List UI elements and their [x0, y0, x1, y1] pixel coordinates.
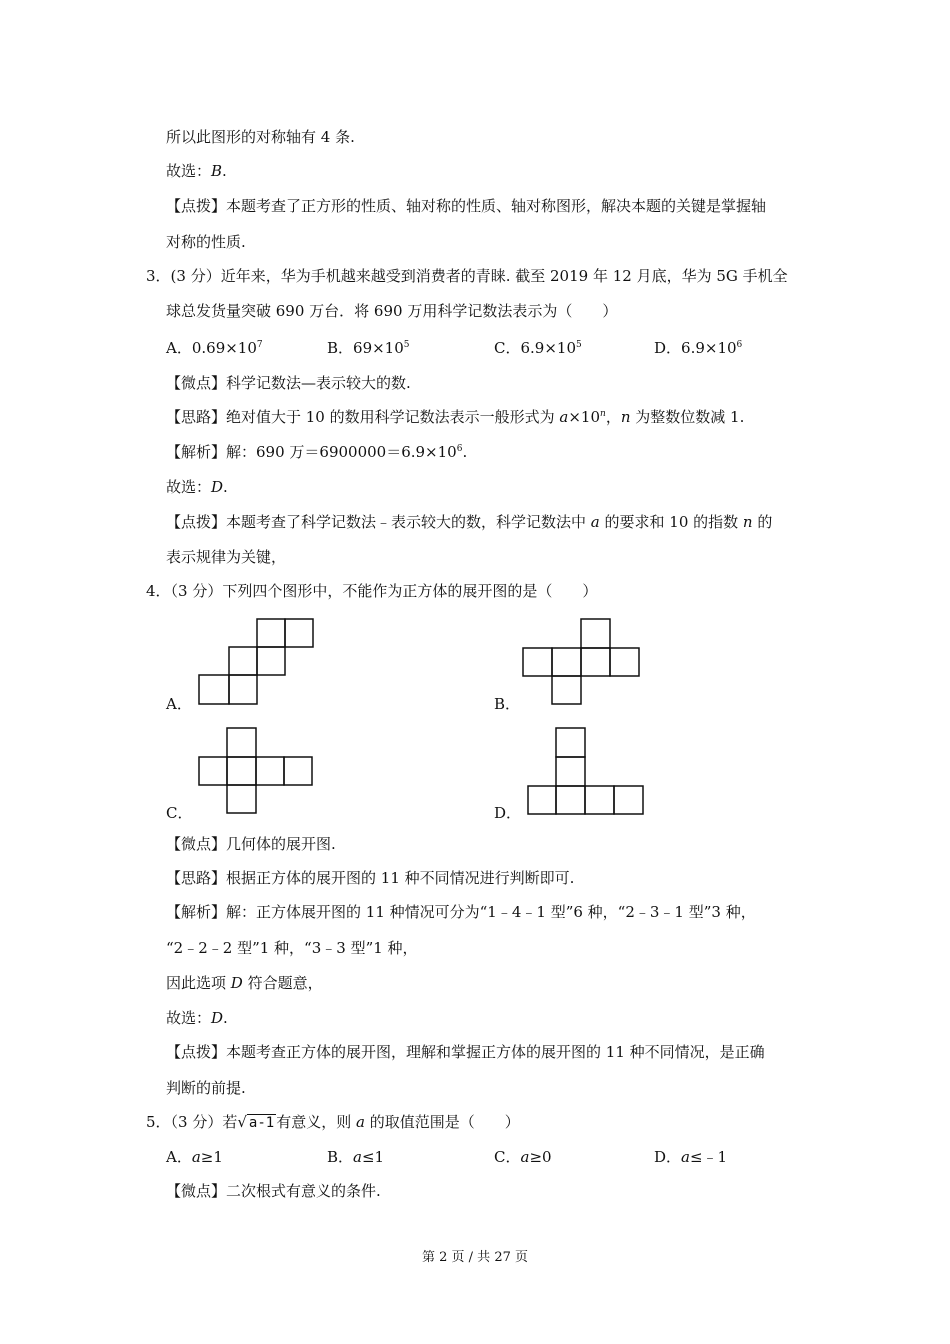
q5-option-d: D．a≤﹣1	[654, 1148, 728, 1166]
q3-option-d: D．$6.9\times 10^6$	[654, 339, 743, 357]
q4-jiexi: 【解析】解：正方体展开图的 11 种情况可分为“1﹣4﹣1 型”6 种，“2﹣3﹣1 型”3 种，	[166, 903, 756, 921]
q4-jiexi-conclusion: 因此选项 D 符合题意，	[166, 974, 323, 992]
q4-label-d: D．	[494, 804, 522, 822]
q3-jiexi: 【解析】解：690 万$=6900000=6.9\times 10^6$.	[166, 443, 468, 461]
q4-net-a	[198, 618, 314, 706]
q4-tip: 【点拨】本题考查正方体的展开图，理解和掌握正方体的展开图的 11 种不同情况，是正确	[166, 1043, 765, 1061]
q4-jiexi-cont: “2﹣2﹣2 型”1 种，“3﹣3 型”1 种，	[166, 939, 418, 957]
q4-label-b: B．	[494, 695, 521, 713]
q4-net-d	[527, 727, 645, 817]
q4-silu: 【思路】根据正方体的展开图的 11 种不同情况进行判断即可.	[166, 869, 575, 887]
prev-tip: 【点拨】本题考查了正方形的性质、轴对称的性质、轴对称图形，解决本题的关键是掌握轴	[166, 197, 767, 215]
q5-option-a: A．a≥1	[166, 1148, 223, 1166]
q3-stem: 3．(3 分）近年来，华为手机越来越受到消费者的青睐. 截至 2019 年 12 月底，华为 5G 手机全	[146, 267, 788, 285]
q4-label-c: C．	[166, 804, 193, 822]
q5-option-c: C．a≥0	[494, 1148, 552, 1166]
q3-weidian: 【微点】科学记数法—表示较大的数.	[166, 374, 411, 392]
q4-tip-cont: 判断的前提.	[166, 1079, 246, 1097]
q5-stem: 5．（3 分）若√ a-1 有意义，则 a 的取值范围是（ ）	[146, 1113, 520, 1131]
q3-stem-cont: 球总发货量突破 690 万台．将 690 万用科学记数法表示为（ ）	[166, 302, 618, 320]
q5-weidian: 【微点】二次根式有意义的条件.	[166, 1182, 381, 1200]
q3-answer: 故选：D.	[166, 478, 228, 496]
q3-tip: 【点拨】本题考查了科学记数法﹣表示较大的数，科学记数法中 a 的要求和 10 的指数 n 的	[166, 513, 773, 531]
q4-net-c	[198, 727, 314, 815]
q4-net-b	[522, 618, 640, 706]
q3-option-a: A．$0.69\times 10^7$	[166, 339, 263, 357]
q4-weidian: 【微点】几何体的展开图.	[166, 835, 336, 853]
prev-conclusion: 所以此图形的对称轴有 4 条.	[166, 128, 355, 146]
q4-answer: 故选：D.	[166, 1009, 228, 1027]
q4-label-a: A．	[166, 695, 192, 713]
q3-option-b: B．$69\times 10^5$	[327, 339, 410, 357]
q4-stem: 4．（3 分）下列四个图形中，不能作为正方体的展开图的是（ ）	[146, 582, 598, 600]
page-footer: 第 2 页 / 共 27 页	[422, 1250, 528, 1265]
sqrt-expression: √ a-1	[237, 1113, 275, 1131]
q5-option-b: B．a≤1	[327, 1148, 385, 1166]
q3-option-c: C．$6.9\times 10^5$	[494, 339, 582, 357]
prev-answer: 故选：B.	[166, 162, 227, 180]
prev-tip-cont: 对称的性质.	[166, 233, 246, 251]
q3-silu: 【思路】绝对值大于 10 的数用科学记数法表示一般形式为 $a\times 10^n$，n 为整数位数减 1.	[166, 408, 745, 426]
q3-tip-cont: 表示规律为关键，	[166, 548, 287, 566]
